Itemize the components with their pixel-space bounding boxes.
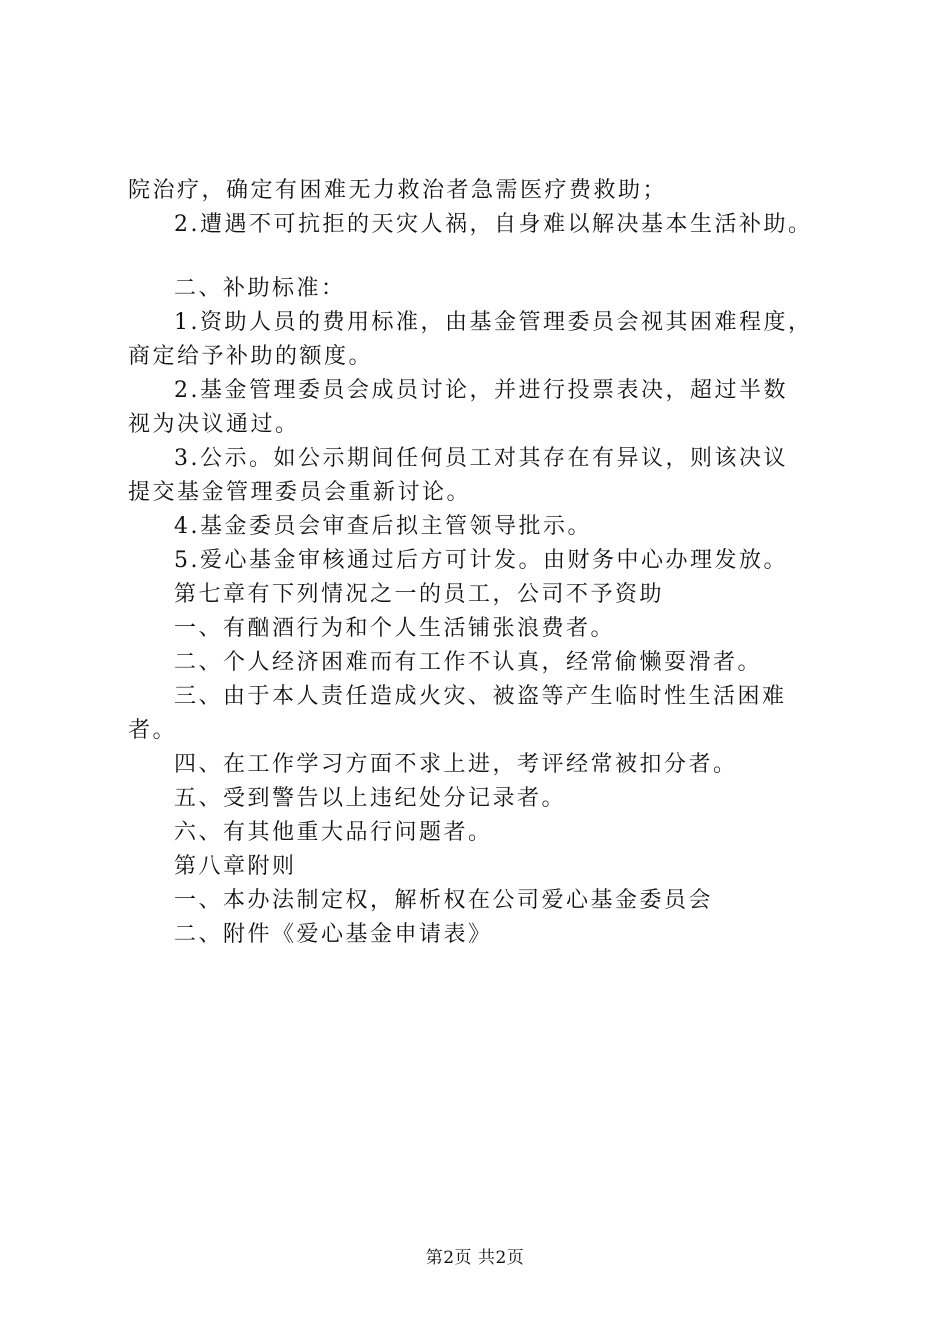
page-footer: 第2页 共2页 (425, 1248, 525, 1268)
text-line: 者。 (128, 718, 178, 743)
text-line: 4.基金委员会审查后拟主管领导批示。 (174, 514, 592, 539)
text-line: 商定给予补助的额度。 (128, 344, 374, 369)
text-line: 六、有其他重大品行问题者。 (174, 820, 493, 845)
document-body (128, 174, 850, 952)
text-line: 3.公示。如公示期间任何员工对其存在有异议，则该决议 (174, 446, 788, 471)
text-line: 二、附件《爱心基金申请表》 (174, 922, 493, 947)
text-line: 一、本办法制定权，解析权在公司爱心基金委员会 (174, 888, 714, 913)
text-line: 2.遭遇不可抗拒的天灾人祸，自身难以解决基本生活补助。 (174, 212, 813, 237)
text-line: 三、由于本人责任造成火灾、被盗等产生临时性生活困难 (174, 684, 787, 709)
text-line: 四、在工作学习方面不求上进，考评经常被扣分者。 (174, 752, 738, 777)
blank-spacer (128, 242, 850, 272)
text-line: 2.基金管理委员会成员讨论，并进行投票表决，超过半数 (174, 378, 788, 403)
text-line: 院治疗，确定有困难无力救治者急需医疗费救助； (128, 178, 668, 203)
text-line: 视为决议通过。 (128, 412, 300, 437)
text-line: 一、有酗酒行为和个人生活铺张浪费者。 (174, 616, 616, 641)
chapter-heading: 第七章有下列情况之一的员工，公司不予资助 (174, 582, 665, 607)
text-line: 二、个人经济困难而有工作不认真，经常偷懒耍滑者。 (174, 650, 763, 675)
text-line: 五、受到警告以上违纪处分记录者。 (174, 786, 567, 811)
text-line: 5.爱心基金审核通过后方可计发。由财务中心办理发放。 (174, 548, 788, 573)
chapter-heading: 第八章附则 (174, 854, 297, 879)
text-line: 1.资助人员的费用标准，由基金管理委员会视其困难程度， (174, 310, 813, 335)
section-heading: 二、补助标准： (174, 276, 346, 301)
text-line: 提交基金管理委员会重新讨论。 (128, 480, 472, 505)
